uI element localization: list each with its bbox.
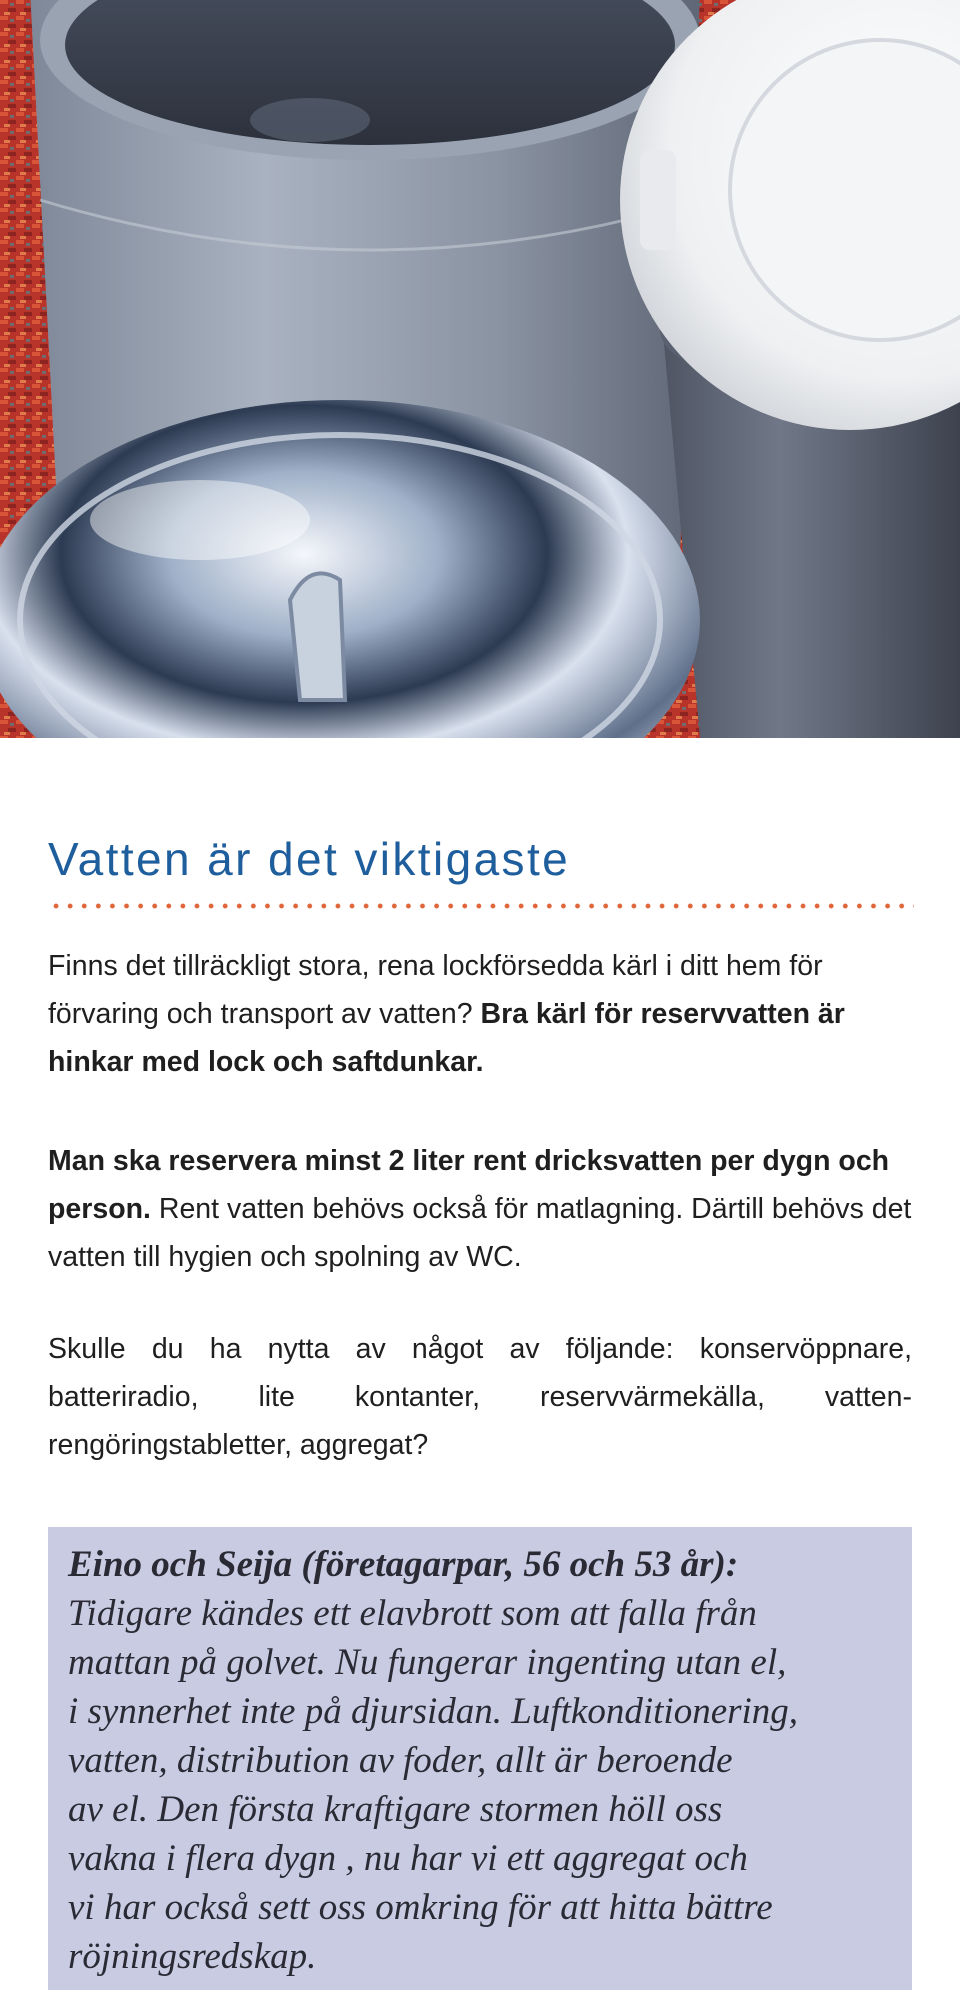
paragraph-bold-text: Man ska reservera minst 2 liter rent dricksvatten per dygn och person. [48,1145,890,1225]
testimonial-line: av el. Den första kraftigare stormen höll oss [68,1789,723,1830]
paragraph-containers [48,942,912,1086]
testimonial-line: mattan på golvet. Nu fungerar ingenting utan el, [68,1642,787,1683]
paragraph-bold-text: Bra kärl för reservvatten är hinkar med lock och saftdunkar. [48,998,845,1078]
dotted-divider [49,902,914,910]
testimonial-line: vakna i flera dygn , nu har vi ett aggregat och [68,1838,748,1879]
testimonial-line: vatten, distribution av foder, allt är beroende [68,1740,733,1781]
testimonial-line: Tidigare kändes ett elavbrott som att falla från [68,1593,757,1634]
testimonial-heading: Eino och Seija (företagarpar, 56 och 53 år): [68,1544,739,1585]
water-buckets-photo [0,0,960,738]
testimonial-line: vi har också sett oss omkring för att hitta bättre [68,1887,773,1928]
paragraph-drinking-water [48,1137,912,1281]
hero-photo [0,0,960,738]
paragraph-supplies: Skulle du ha nytta av något av följande: konservöppnare, batteriradio, lite kontanter, reservvärmekälla, vatten-rengöringstabletter, aggregat? [48,1333,912,1461]
paragraph-text: Rent vatten behövs också för matlagning. Därtill behövs det vatten till hygien och spolning av WC. [48,1193,912,1273]
testimonial-line: röjningsredskap. [68,1936,317,1977]
testimonial-line: i synnerhet inte på djursidan. Luftkonditionering, [68,1691,799,1732]
testimonial-box [48,1527,912,1990]
paragraph-text: Finns det tillräckligt stora, rena lockförsedda kärl i ditt hem för förvaring och transport av vatten? [48,950,823,1030]
page-title: Vatten är det viktigaste [48,833,571,885]
